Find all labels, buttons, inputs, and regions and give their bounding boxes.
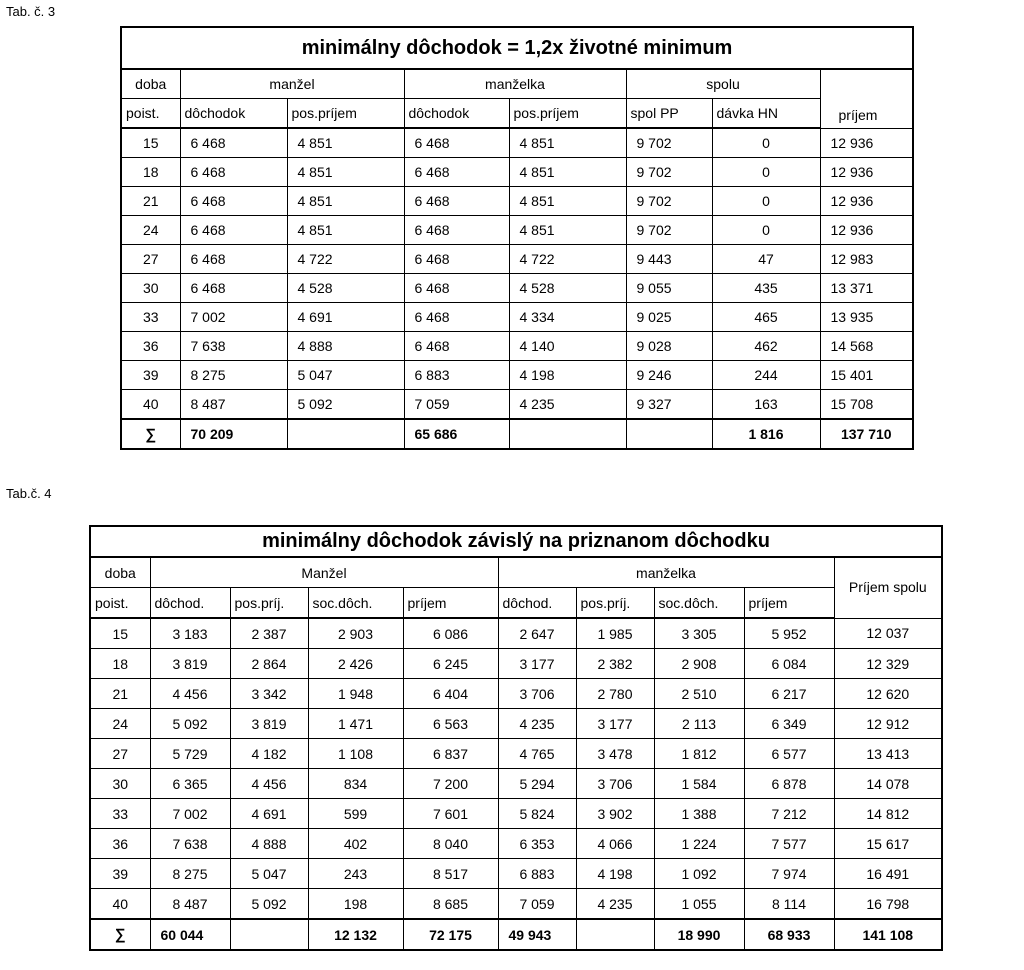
table-cell: 6 577 (744, 739, 834, 769)
table-3-title: minimálny dôchodok = 1,2x životné minimum (121, 27, 913, 69)
header-soc-doch: soc.dôch. (308, 588, 403, 619)
table-cell: 465 (712, 303, 820, 332)
row-doba-cell: 30 (90, 769, 150, 799)
table-cell: 6 245 (403, 649, 498, 679)
sum-cell: 70 209 (180, 419, 287, 449)
table-cell: 3 305 (654, 618, 744, 649)
table-cell: 4 888 (230, 829, 308, 859)
table-row (121, 303, 913, 332)
table-cell: 6 468 (180, 216, 287, 245)
table-row (90, 709, 942, 739)
table-cell: 8 487 (150, 889, 230, 920)
table-cell: 5 092 (150, 709, 230, 739)
table-cell: 15 401 (820, 361, 913, 390)
table-cell: 6 878 (744, 769, 834, 799)
table-cell: 6 883 (404, 361, 509, 390)
table-cell: 4 456 (230, 769, 308, 799)
table-cell: 1 985 (576, 618, 654, 649)
table-cell: 16 798 (834, 889, 942, 920)
row-doba-cell: 24 (121, 216, 180, 245)
table-cell: 5 047 (230, 859, 308, 889)
table-cell: 4 851 (287, 128, 404, 158)
header-prijem: príjem (744, 588, 834, 619)
table-cell: 6 883 (498, 859, 576, 889)
header-prijem: príjem (403, 588, 498, 619)
table-cell: 12 983 (820, 245, 913, 274)
table-cell: 12 936 (820, 128, 913, 158)
table-cell: 7 059 (404, 390, 509, 420)
table-cell: 9 327 (626, 390, 712, 420)
table-cell: 4 722 (509, 245, 626, 274)
table-row (121, 128, 913, 158)
table-cell: 2 647 (498, 618, 576, 649)
table-cell: 4 235 (498, 709, 576, 739)
table-cell: 4 851 (509, 128, 626, 158)
table-cell: 4 691 (287, 303, 404, 332)
table-cell: 2 382 (576, 649, 654, 679)
header-dochod: dôchod. (498, 588, 576, 619)
header-dochod: dôchod. (150, 588, 230, 619)
table-cell: 8 275 (180, 361, 287, 390)
table-row (121, 187, 913, 216)
table-row (121, 390, 913, 420)
table-cell: 243 (308, 859, 403, 889)
table-cell: 1 948 (308, 679, 403, 709)
row-doba-cell: 15 (90, 618, 150, 649)
table-row (121, 158, 913, 187)
table-4-sum-row (90, 919, 942, 950)
table-cell: 9 055 (626, 274, 712, 303)
table-cell: 7 974 (744, 859, 834, 889)
row-doba-cell: 24 (90, 709, 150, 739)
sum-cell (230, 919, 308, 950)
table-row (90, 769, 942, 799)
table-cell: 1 812 (654, 739, 744, 769)
table-cell: 1 092 (654, 859, 744, 889)
table-cell: 6 468 (404, 303, 509, 332)
table-row (121, 332, 913, 361)
table-cell: 1 224 (654, 829, 744, 859)
sum-cell (287, 419, 404, 449)
header-prijem-spolu: Príjem spolu (834, 557, 942, 618)
sum-cell: 60 044 (150, 919, 230, 950)
table-3-caption: Tab. č. 3 (6, 4, 56, 19)
row-doba-cell: 36 (121, 332, 180, 361)
table-cell: 4 140 (509, 332, 626, 361)
row-doba-cell: 33 (121, 303, 180, 332)
table-cell: 47 (712, 245, 820, 274)
table-cell: 7 577 (744, 829, 834, 859)
table-row (121, 216, 913, 245)
table-cell: 2 903 (308, 618, 403, 649)
header-pos-prij: pos.príj. (576, 588, 654, 619)
table-cell: 12 936 (820, 216, 913, 245)
header-soc-doch: soc.dôch. (654, 588, 744, 619)
table-cell: 4 235 (509, 390, 626, 420)
table-cell: 6 086 (403, 618, 498, 649)
table-cell: 5 729 (150, 739, 230, 769)
table-cell: 12 936 (820, 158, 913, 187)
table-cell: 9 025 (626, 303, 712, 332)
table-cell: 4 456 (150, 679, 230, 709)
header-poist: poist. (90, 588, 150, 619)
header-doba: doba (90, 557, 150, 588)
table-cell: 5 092 (230, 889, 308, 920)
sum-cell: 18 990 (654, 919, 744, 950)
table-cell: 2 510 (654, 679, 744, 709)
table-cell: 834 (308, 769, 403, 799)
sum-cell: 12 132 (308, 919, 403, 950)
header-pos-prijem: pos.príjem (509, 99, 626, 129)
row-doba-cell: 30 (121, 274, 180, 303)
table-cell: 9 702 (626, 187, 712, 216)
table-row (90, 679, 942, 709)
table-cell: 14 812 (834, 799, 942, 829)
table-cell: 0 (712, 128, 820, 158)
row-doba-cell: 27 (121, 245, 180, 274)
table-cell: 599 (308, 799, 403, 829)
table-cell: 4 066 (576, 829, 654, 859)
table-cell: 7 212 (744, 799, 834, 829)
header-manzel: Manžel (150, 557, 498, 588)
table-cell: 4 528 (509, 274, 626, 303)
table-cell: 9 246 (626, 361, 712, 390)
table-cell: 12 620 (834, 679, 942, 709)
table-cell: 3 478 (576, 739, 654, 769)
table-cell: 4 528 (287, 274, 404, 303)
table-cell: 16 491 (834, 859, 942, 889)
header-prijem: príjem (820, 69, 913, 128)
table-cell: 6 468 (404, 274, 509, 303)
sum-cell: 68 933 (744, 919, 834, 950)
table-cell: 2 864 (230, 649, 308, 679)
table-cell: 3 706 (498, 679, 576, 709)
table-cell: 13 935 (820, 303, 913, 332)
table-cell: 6 837 (403, 739, 498, 769)
sum-cell: 72 175 (403, 919, 498, 950)
table-cell: 6 468 (404, 187, 509, 216)
table-cell: 12 329 (834, 649, 942, 679)
table-row (121, 245, 913, 274)
table-cell: 0 (712, 187, 820, 216)
table-cell: 5 824 (498, 799, 576, 829)
table-cell: 8 487 (180, 390, 287, 420)
row-doba-cell: 40 (121, 390, 180, 420)
table-cell: 163 (712, 390, 820, 420)
table-cell: 12 936 (820, 187, 913, 216)
row-doba-cell: 33 (90, 799, 150, 829)
table-row (90, 889, 942, 920)
table-row (90, 618, 942, 649)
sum-cell (509, 419, 626, 449)
row-doba-cell: 21 (121, 187, 180, 216)
sum-cell: 65 686 (404, 419, 509, 449)
table-row (90, 649, 942, 679)
table-cell: 3 706 (576, 769, 654, 799)
table-row (90, 739, 942, 769)
table-cell: 7 601 (403, 799, 498, 829)
sum-cell (626, 419, 712, 449)
table-cell: 1 055 (654, 889, 744, 920)
table-cell: 4 888 (287, 332, 404, 361)
table-cell: 6 217 (744, 679, 834, 709)
table-cell: 3 177 (498, 649, 576, 679)
row-doba-cell: 39 (90, 859, 150, 889)
table-cell: 1 584 (654, 769, 744, 799)
table-cell: 2 113 (654, 709, 744, 739)
header-pos-prij: pos.príj. (230, 588, 308, 619)
table-cell: 15 708 (820, 390, 913, 420)
table-cell: 12 912 (834, 709, 942, 739)
table-cell: 6 404 (403, 679, 498, 709)
table-cell: 8 685 (403, 889, 498, 920)
table-cell: 8 517 (403, 859, 498, 889)
table-cell: 14 568 (820, 332, 913, 361)
table-cell: 7 002 (180, 303, 287, 332)
table-row (90, 859, 942, 889)
table-cell: 3 177 (576, 709, 654, 739)
table-cell: 6 365 (150, 769, 230, 799)
row-doba-cell: 36 (90, 829, 150, 859)
table-cell: 9 702 (626, 158, 712, 187)
table-cell: 8 040 (403, 829, 498, 859)
header-doba: doba (121, 69, 180, 99)
table-cell: 4 334 (509, 303, 626, 332)
table-row (90, 829, 942, 859)
table-cell: 0 (712, 158, 820, 187)
table-cell: 6 468 (180, 187, 287, 216)
row-doba-cell: 18 (121, 158, 180, 187)
table-cell: 2 426 (308, 649, 403, 679)
table-cell: 4 851 (287, 158, 404, 187)
table-cell: 2 780 (576, 679, 654, 709)
table-cell: 9 028 (626, 332, 712, 361)
table-cell: 435 (712, 274, 820, 303)
table-4-caption: Tab.č. 4 (6, 486, 52, 501)
table-4 (89, 525, 943, 951)
header-dochodok: dôchodok (180, 99, 287, 129)
table-cell: 7 200 (403, 769, 498, 799)
table-cell: 4 851 (509, 158, 626, 187)
table-cell: 6 468 (180, 128, 287, 158)
table-cell: 4 182 (230, 739, 308, 769)
table-cell: 7 002 (150, 799, 230, 829)
sum-cell: 1 816 (712, 419, 820, 449)
sum-cell: 137 710 (820, 419, 913, 449)
table-cell: 4 722 (287, 245, 404, 274)
table-cell: 9 443 (626, 245, 712, 274)
table-cell: 3 342 (230, 679, 308, 709)
table-cell: 7 059 (498, 889, 576, 920)
row-doba-cell: 15 (121, 128, 180, 158)
table-cell: 9 702 (626, 128, 712, 158)
table-cell: 6 468 (180, 158, 287, 187)
row-doba-cell: 39 (121, 361, 180, 390)
sum-symbol: ∑ (121, 419, 180, 449)
table-cell: 3 183 (150, 618, 230, 649)
table-cell: 6 468 (180, 274, 287, 303)
table-cell: 5 047 (287, 361, 404, 390)
table-cell: 4 851 (509, 216, 626, 245)
table-cell: 6 468 (404, 128, 509, 158)
table-cell: 1 471 (308, 709, 403, 739)
sum-cell: 49 943 (498, 919, 576, 950)
table-cell: 8 114 (744, 889, 834, 920)
table-cell: 6 468 (404, 158, 509, 187)
table-cell: 5 092 (287, 390, 404, 420)
table-cell: 6 563 (403, 709, 498, 739)
table-cell: 4 198 (576, 859, 654, 889)
sum-symbol: ∑ (90, 919, 150, 950)
table-cell: 6 349 (744, 709, 834, 739)
table-3 (120, 26, 914, 450)
table-cell: 462 (712, 332, 820, 361)
table-cell: 244 (712, 361, 820, 390)
table-cell: 2 387 (230, 618, 308, 649)
table-cell: 4 765 (498, 739, 576, 769)
table-cell: 7 638 (180, 332, 287, 361)
table-cell: 8 275 (150, 859, 230, 889)
table-cell: 6 353 (498, 829, 576, 859)
table-cell: 0 (712, 216, 820, 245)
row-doba-cell: 27 (90, 739, 150, 769)
table-cell: 4 851 (509, 187, 626, 216)
table-cell: 4 235 (576, 889, 654, 920)
table-cell: 5 952 (744, 618, 834, 649)
table-cell: 6 084 (744, 649, 834, 679)
header-poist: poist. (121, 99, 180, 129)
table-cell: 6 468 (404, 332, 509, 361)
row-doba-cell: 40 (90, 889, 150, 920)
header-manzelka: manželka (404, 69, 626, 99)
table-cell: 2 908 (654, 649, 744, 679)
table-cell: 6 468 (404, 245, 509, 274)
table-cell: 7 638 (150, 829, 230, 859)
table-3-sum-row (121, 419, 913, 449)
table-cell: 3 819 (230, 709, 308, 739)
table-cell: 4 851 (287, 216, 404, 245)
table-cell: 5 294 (498, 769, 576, 799)
header-davka-hn: dávka HN (712, 99, 820, 129)
header-manzelka: manželka (498, 557, 834, 588)
sum-cell: 141 108 (834, 919, 942, 950)
table-cell: 15 617 (834, 829, 942, 859)
header-manzel: manžel (180, 69, 404, 99)
table-cell: 402 (308, 829, 403, 859)
table-cell: 1 388 (654, 799, 744, 829)
table-cell: 13 371 (820, 274, 913, 303)
table-cell: 6 468 (180, 245, 287, 274)
table-cell: 4 198 (509, 361, 626, 390)
table-cell: 4 851 (287, 187, 404, 216)
header-spolu: spolu (626, 69, 820, 99)
table-cell: 13 413 (834, 739, 942, 769)
table-cell: 3 819 (150, 649, 230, 679)
header-dochodok: dôchodok (404, 99, 509, 129)
table-cell: 6 468 (404, 216, 509, 245)
table-row (121, 274, 913, 303)
table-cell: 4 691 (230, 799, 308, 829)
row-doba-cell: 18 (90, 649, 150, 679)
header-pos-prijem: pos.príjem (287, 99, 404, 129)
sum-cell (576, 919, 654, 950)
table-cell: 14 078 (834, 769, 942, 799)
row-doba-cell: 21 (90, 679, 150, 709)
header-spol-pp: spol PP (626, 99, 712, 129)
table-4-title: minimálny dôchodok závislý na priznanom dôchodku (90, 526, 942, 557)
table-row (121, 361, 913, 390)
table-cell: 12 037 (834, 618, 942, 649)
table-row (90, 799, 942, 829)
table-cell: 198 (308, 889, 403, 920)
table-cell: 9 702 (626, 216, 712, 245)
table-cell: 3 902 (576, 799, 654, 829)
table-cell: 1 108 (308, 739, 403, 769)
